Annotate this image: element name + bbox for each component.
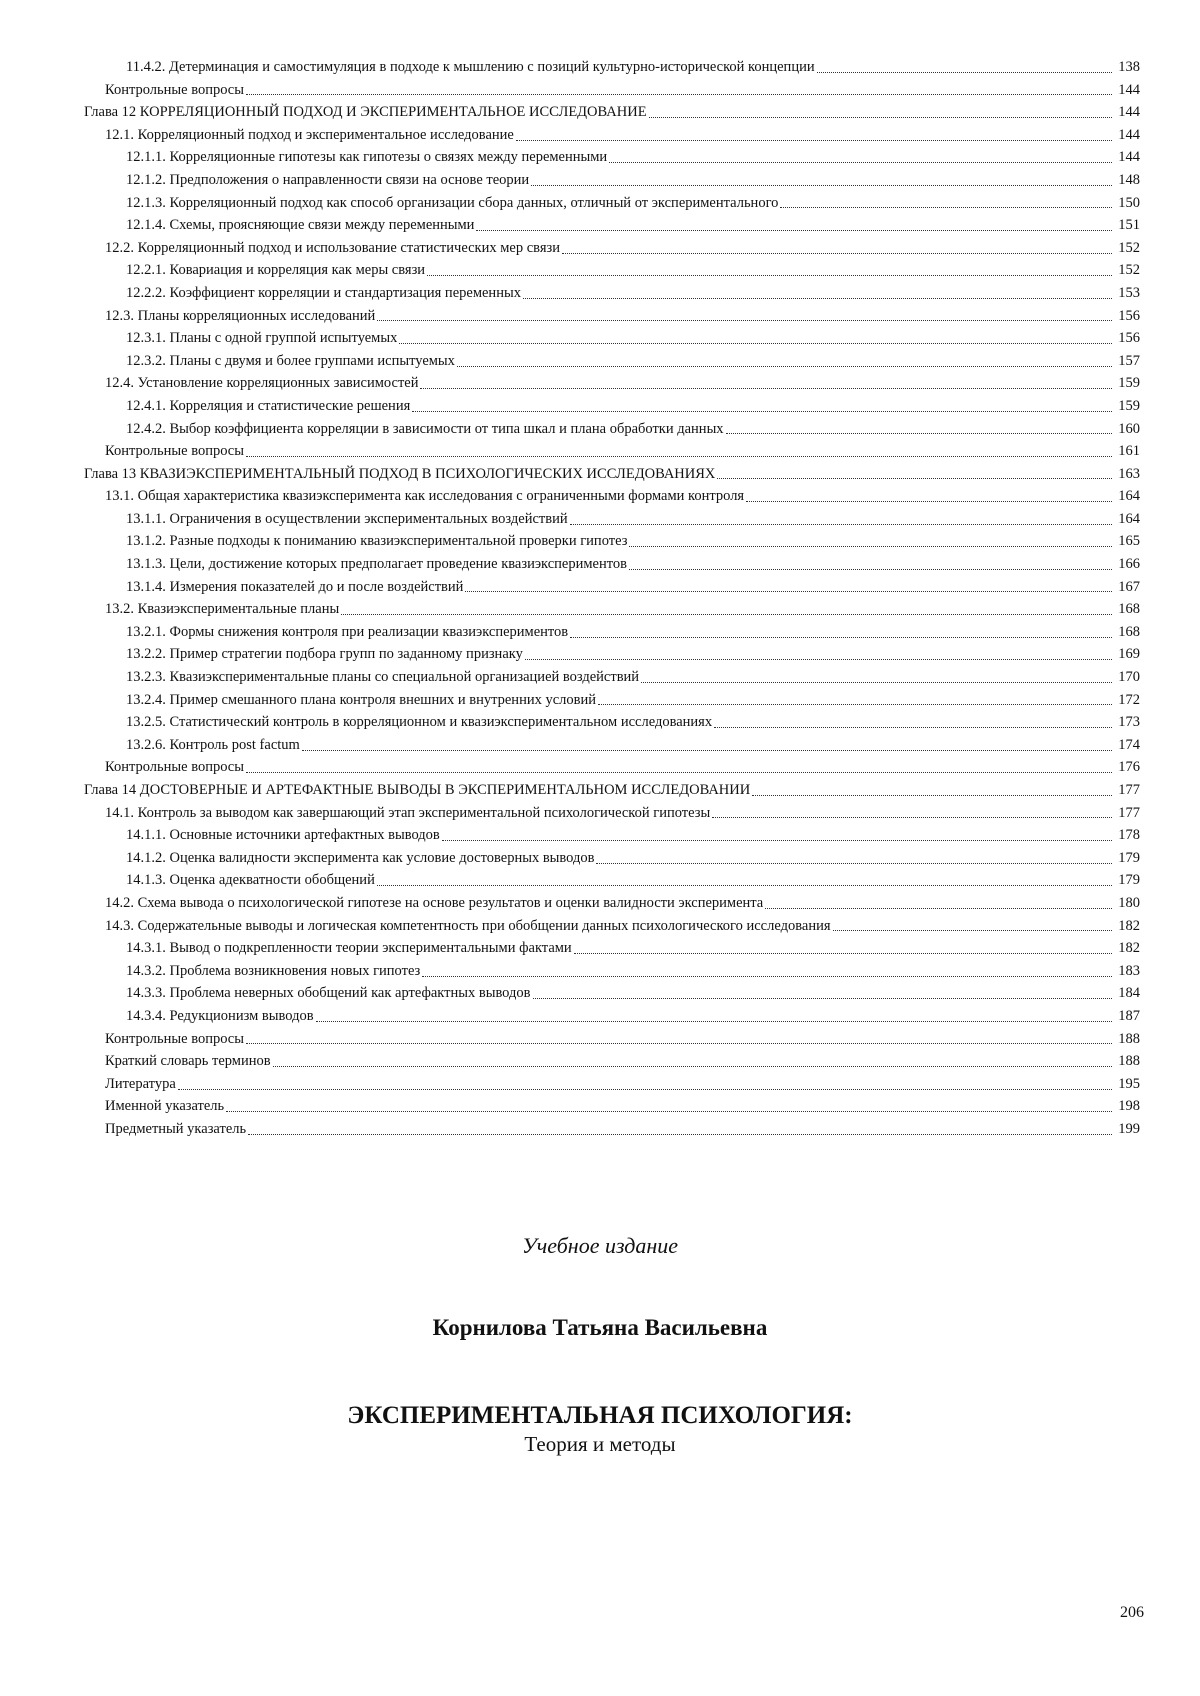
toc-entry-title: 13.2.1. Формы снижения контроля при реализации квазиэкспериментов	[126, 623, 569, 640]
toc-leader-dots	[178, 1089, 1112, 1090]
toc-entry-title: Краткий словарь терминов	[105, 1053, 271, 1070]
toc-entry	[84, 802, 1140, 825]
toc-entry	[84, 553, 1140, 576]
toc-entry-title: 12.1.3. Корреляционный подход как способ организации сбора данных, отличный от экспериментального	[126, 194, 779, 211]
toc-entry-title: Именной указатель	[105, 1098, 225, 1115]
toc-entry	[84, 508, 1140, 531]
book-subtitle: Теория и методы	[524, 1432, 676, 1456]
toc-entry-page: 153	[1118, 284, 1140, 301]
toc-entry-title: 14.1.3. Оценка адекватности обобщений	[126, 872, 375, 889]
toc-leader-dots	[420, 388, 1112, 389]
toc-entry-title: 14.1. Контроль за выводом как завершающий этап экспериментальной психологической гипотезы	[105, 804, 711, 821]
toc-leader-dots	[341, 614, 1112, 615]
toc-entry-title: 12.3.1. Планы с одной группой испытуемых	[126, 330, 398, 347]
toc-entry-page: 138	[1118, 59, 1140, 75]
toc-entry-title: 14.3.3. Проблема неверных обобщений как артефактных выводов	[126, 985, 531, 1002]
toc-entry-page: 169	[1118, 646, 1140, 663]
toc-entry-page: 165	[1118, 533, 1140, 550]
toc-entry-page: 198	[1118, 1098, 1140, 1115]
toc-entry	[84, 463, 1140, 486]
toc-leader-dots	[752, 795, 1112, 796]
toc-leader-dots	[246, 1043, 1112, 1044]
toc-entry-page: 164	[1118, 488, 1140, 505]
toc-entry	[84, 237, 1140, 260]
toc-entry	[84, 1118, 1140, 1141]
toc-entry-title: 13.2.6. Контроль post factum	[126, 736, 300, 753]
toc-entry-page: 170	[1118, 669, 1140, 686]
toc-entry	[84, 689, 1140, 712]
toc-entry-page: 144	[1118, 81, 1140, 98]
toc-entry-title: 13.2.5. Статистический контроль в корреляционном и квазиэкспериментальном исследованиях	[126, 714, 713, 731]
toc-entry-page: 188	[1118, 1030, 1140, 1047]
toc-entry	[84, 327, 1140, 350]
toc-entry-title: Контрольные вопросы	[105, 759, 244, 776]
toc-leader-dots	[427, 275, 1112, 276]
toc-entry-title: 14.3. Содержательные выводы и логическая компетентность при обобщении данных психологического исследования	[105, 917, 831, 934]
toc-entry-title: 13.1.2. Разные подходы к пониманию квазиэкспериментальной проверки гипотез	[126, 533, 628, 550]
toc-entry-title: 13.2.4. Пример смешанного плана контроля внешних и внутренних условий	[126, 691, 597, 708]
toc-leader-dots	[714, 727, 1112, 728]
toc-entry-page: 164	[1118, 510, 1140, 527]
toc-entry-title: 13.2.2. Пример стратегии подбора групп по заданному признаку	[126, 646, 523, 663]
toc-entry	[84, 485, 1140, 508]
toc-leader-dots	[598, 704, 1112, 705]
toc-entry-page: 160	[1118, 420, 1140, 437]
toc-entry	[84, 779, 1140, 802]
toc-entry-page: 173	[1118, 714, 1140, 731]
toc-entry	[84, 847, 1140, 870]
toc-entry-page: 177	[1118, 804, 1140, 821]
toc-entry-title: 12.3.2. Планы с двумя и более группами испытуемых	[126, 352, 455, 369]
toc-entry-page: 195	[1118, 1075, 1140, 1092]
toc-leader-dots	[712, 817, 1112, 818]
toc-entry-title: 13.1.1. Ограничения в осуществлении экспериментальных воздействий	[126, 510, 568, 527]
toc-entry	[84, 282, 1140, 305]
toc-entry-page: 163	[1118, 465, 1140, 482]
toc-entry	[84, 756, 1140, 779]
toc-entry	[84, 576, 1140, 599]
toc-entry-page: 187	[1118, 1007, 1140, 1024]
toc-leader-dots	[574, 953, 1112, 954]
toc-entry-title: 13.1. Общая характеристика квазиэксперимента как исследования с ограниченными формами контроля	[105, 488, 745, 505]
toc-entry	[84, 395, 1140, 418]
toc-leader-dots	[442, 840, 1112, 841]
toc-leader-dots	[833, 930, 1112, 931]
toc-entry-title: 13.1.4. Измерения показателей до и после воздействий	[126, 578, 464, 595]
toc-entry-title: 14.3.4. Редукционизм выводов	[126, 1007, 314, 1024]
toc-entry-title: 12.1. Корреляционный подход и экспериментальное исследование	[105, 126, 514, 143]
toc-leader-dots	[533, 998, 1113, 999]
toc-entry-page: 179	[1118, 849, 1140, 866]
toc-entry-title: Предметный указатель	[105, 1120, 247, 1137]
toc-leader-dots	[596, 863, 1112, 864]
toc-leader-dots	[531, 185, 1112, 186]
toc-entry-page: 152	[1118, 262, 1140, 279]
toc-leader-dots	[525, 659, 1112, 660]
toc-entry-title: Глава 12 КОРРЕЛЯЦИОННЫЙ ПОДХОД И ЭКСПЕРИМЕНТАЛЬНОЕ ИССЛЕДОВАНИЕ	[84, 104, 647, 121]
toc-entry-page: 180	[1118, 894, 1140, 911]
toc-entry	[84, 372, 1140, 395]
toc-leader-dots	[246, 456, 1112, 457]
toc-leader-dots	[465, 591, 1112, 592]
toc-entry	[84, 1095, 1140, 1118]
toc-entry-title: Глава 13 КВАЗИЭКСПЕРИМЕНТАЛЬНЫЙ ПОДХОД В ПСИХОЛОГИЧЕСКИХ ИССЛЕДОВАНИЯХ	[84, 465, 716, 482]
toc-leader-dots	[629, 546, 1112, 547]
toc-entry-title: 14.1.2. Оценка валидности эксперимента как условие достоверных выводов	[126, 849, 595, 866]
toc-entry-title: 12.1.2. Предположения о направленности связи на основе теории	[126, 171, 530, 188]
toc-entry	[84, 711, 1140, 734]
toc-entry	[84, 305, 1140, 328]
toc-entry-page: 177	[1118, 782, 1140, 798]
table-of-contents	[84, 56, 1140, 1141]
toc-entry-title: 13.2. Квазиэкспериментальные планы	[105, 601, 340, 618]
toc-entry-page: 172	[1118, 691, 1140, 708]
toc-leader-dots	[226, 1111, 1112, 1112]
toc-leader-dots	[523, 298, 1112, 299]
toc-entry	[84, 869, 1140, 892]
toc-entry-page: 159	[1118, 397, 1140, 414]
toc-leader-dots	[302, 750, 1112, 751]
toc-leader-dots	[412, 411, 1112, 412]
toc-entry-title: 12.2. Корреляционный подход и использование статистических мер связи	[105, 239, 560, 256]
toc-leader-dots	[765, 908, 1112, 909]
toc-entry	[84, 350, 1140, 373]
toc-leader-dots	[817, 72, 1112, 73]
toc-entry	[84, 937, 1140, 960]
toc-entry-page: 168	[1118, 601, 1140, 618]
toc-leader-dots	[726, 433, 1112, 434]
toc-leader-dots	[570, 637, 1112, 638]
toc-entry-page: 199	[1118, 1120, 1140, 1137]
toc-leader-dots	[649, 117, 1112, 118]
toc-leader-dots	[422, 976, 1112, 977]
book-title: ЭКСПЕРИМЕНТАЛЬНАЯ ПСИХОЛОГИЯ:	[347, 1402, 853, 1429]
toc-entry	[84, 598, 1140, 621]
toc-leader-dots	[570, 524, 1112, 525]
toc-entry-page: 144	[1118, 104, 1140, 121]
toc-entry	[84, 1073, 1140, 1096]
toc-leader-dots	[273, 1066, 1112, 1067]
toc-entry-title: 14.3.2. Проблема возникновения новых гипотез	[126, 962, 421, 979]
toc-entry-title: 12.1.4. Схемы, проясняющие связи между переменными	[126, 217, 475, 234]
toc-leader-dots	[399, 343, 1112, 344]
toc-entry	[84, 259, 1140, 282]
toc-entry	[84, 1050, 1140, 1073]
toc-entry	[84, 79, 1140, 102]
edition-type: Учебное издание	[521, 1233, 679, 1258]
toc-leader-dots	[609, 162, 1112, 163]
toc-entry-page: 174	[1118, 736, 1140, 753]
toc-leader-dots	[377, 885, 1112, 886]
toc-entry	[84, 418, 1140, 441]
author-name: Корнилова Татьяна Васильевна	[432, 1315, 768, 1340]
toc-entry-title: 14.2. Схема вывода о психологической гипотезе на основе результатов и оценки валидности эксперимента	[105, 894, 764, 911]
toc-entry-title: 12.2.2. Коэффициент корреляции и стандартизация переменных	[126, 284, 521, 301]
toc-leader-dots	[717, 478, 1112, 479]
toc-entry-page: 179	[1118, 872, 1140, 889]
toc-entry	[84, 56, 1140, 79]
toc-entry-page: 167	[1118, 578, 1140, 595]
toc-entry-title: Контрольные вопросы	[105, 1030, 244, 1047]
toc-entry	[84, 621, 1140, 644]
toc-leader-dots	[780, 207, 1112, 208]
toc-entry-title: 12.4.1. Корреляция и статистические решения	[126, 397, 411, 414]
toc-entry-page: 156	[1118, 307, 1140, 324]
toc-entry-title: 14.3.1. Вывод о подкрепленности теории экспериментальными фактами	[126, 940, 572, 957]
toc-entry-page: 178	[1118, 827, 1140, 844]
toc-entry-page: 144	[1118, 126, 1140, 143]
toc-entry-page: 168	[1118, 623, 1140, 640]
toc-entry-title: 12.4. Установление корреляционных зависимостей	[105, 375, 419, 392]
toc-entry	[84, 915, 1140, 938]
toc-entry-title: 12.1.1. Корреляционные гипотезы как гипотезы о связях между переменными	[126, 149, 608, 166]
toc-entry	[84, 101, 1140, 124]
toc-entry	[84, 169, 1140, 192]
toc-entry-page: 144	[1118, 149, 1140, 166]
toc-entry	[84, 892, 1140, 915]
toc-leader-dots	[246, 94, 1112, 95]
toc-entry	[84, 824, 1140, 847]
toc-entry-title: 11.4.2. Детерминация и самостимуляция в подходе к мышлению с позиций культурно-исторической концепции	[126, 59, 815, 75]
toc-entry-title: 13.2.3. Квазиэкспериментальные планы со специальной организацией воздействий	[126, 669, 640, 686]
toc-entry-page: 183	[1118, 962, 1140, 979]
toc-entry-title: 12.2.1. Ковариация и корреляция как меры связи	[126, 262, 426, 279]
toc-entry-page: 148	[1118, 171, 1140, 188]
toc-entry-title: 14.1.1. Основные источники артефактных выводов	[126, 827, 440, 844]
toc-entry	[84, 192, 1140, 215]
toc-entry	[84, 643, 1140, 666]
toc-entry	[84, 146, 1140, 169]
toc-entry-page: 159	[1118, 375, 1140, 392]
toc-leader-dots	[377, 320, 1112, 321]
toc-leader-dots	[641, 682, 1112, 683]
toc-entry-page: 157	[1118, 352, 1140, 369]
toc-entry-page: 161	[1118, 443, 1140, 460]
toc-entry-page: 150	[1118, 194, 1140, 211]
toc-entry-title: 12.3. Планы корреляционных исследований	[105, 307, 376, 324]
toc-entry	[84, 734, 1140, 757]
toc-entry-page: 151	[1118, 217, 1140, 234]
toc-entry-page: 152	[1118, 239, 1140, 256]
toc-entry	[84, 982, 1140, 1005]
toc-entry	[84, 124, 1140, 147]
toc-entry-page: 182	[1118, 940, 1140, 957]
toc-entry-title: Контрольные вопросы	[105, 443, 244, 460]
toc-entry-page: 176	[1118, 759, 1140, 776]
toc-entry	[84, 666, 1140, 689]
toc-entry	[84, 214, 1140, 237]
toc-entry-page: 182	[1118, 917, 1140, 934]
toc-entry	[84, 1005, 1140, 1028]
toc-leader-dots	[476, 230, 1112, 231]
toc-leader-dots	[457, 366, 1112, 367]
toc-leader-dots	[629, 569, 1112, 570]
toc-leader-dots	[746, 501, 1112, 502]
toc-entry-title: 12.4.2. Выбор коэффициента корреляции в зависимости от типа шкал и плана обработки данных	[126, 420, 724, 437]
toc-entry-title: Литература	[105, 1075, 176, 1092]
toc-entry-page: 188	[1118, 1053, 1140, 1070]
toc-leader-dots	[248, 1134, 1112, 1135]
toc-entry	[84, 1028, 1140, 1051]
toc-entry-page: 184	[1118, 985, 1140, 1002]
toc-leader-dots	[562, 253, 1112, 254]
toc-entry-title: Контрольные вопросы	[105, 81, 244, 98]
toc-leader-dots	[246, 772, 1112, 773]
toc-entry-title: Глава 14 ДОСТОВЕРНЫЕ И АРТЕФАКТНЫЕ ВЫВОДЫ В ЭКСПЕРИМЕНТАЛЬНОМ ИССЛЕДОВАНИИ	[84, 782, 751, 798]
toc-entry-title: 13.1.3. Цели, достижение которых предполагает проведение квазиэкспериментов	[126, 556, 627, 573]
toc-leader-dots	[316, 1021, 1112, 1022]
toc-entry-page: 156	[1118, 330, 1140, 347]
page-number: 206	[1120, 1604, 1144, 1621]
toc-entry	[84, 440, 1140, 463]
toc-entry-page: 166	[1118, 556, 1140, 573]
toc-entry	[84, 960, 1140, 983]
toc-entry	[84, 530, 1140, 553]
toc-leader-dots	[516, 140, 1112, 141]
